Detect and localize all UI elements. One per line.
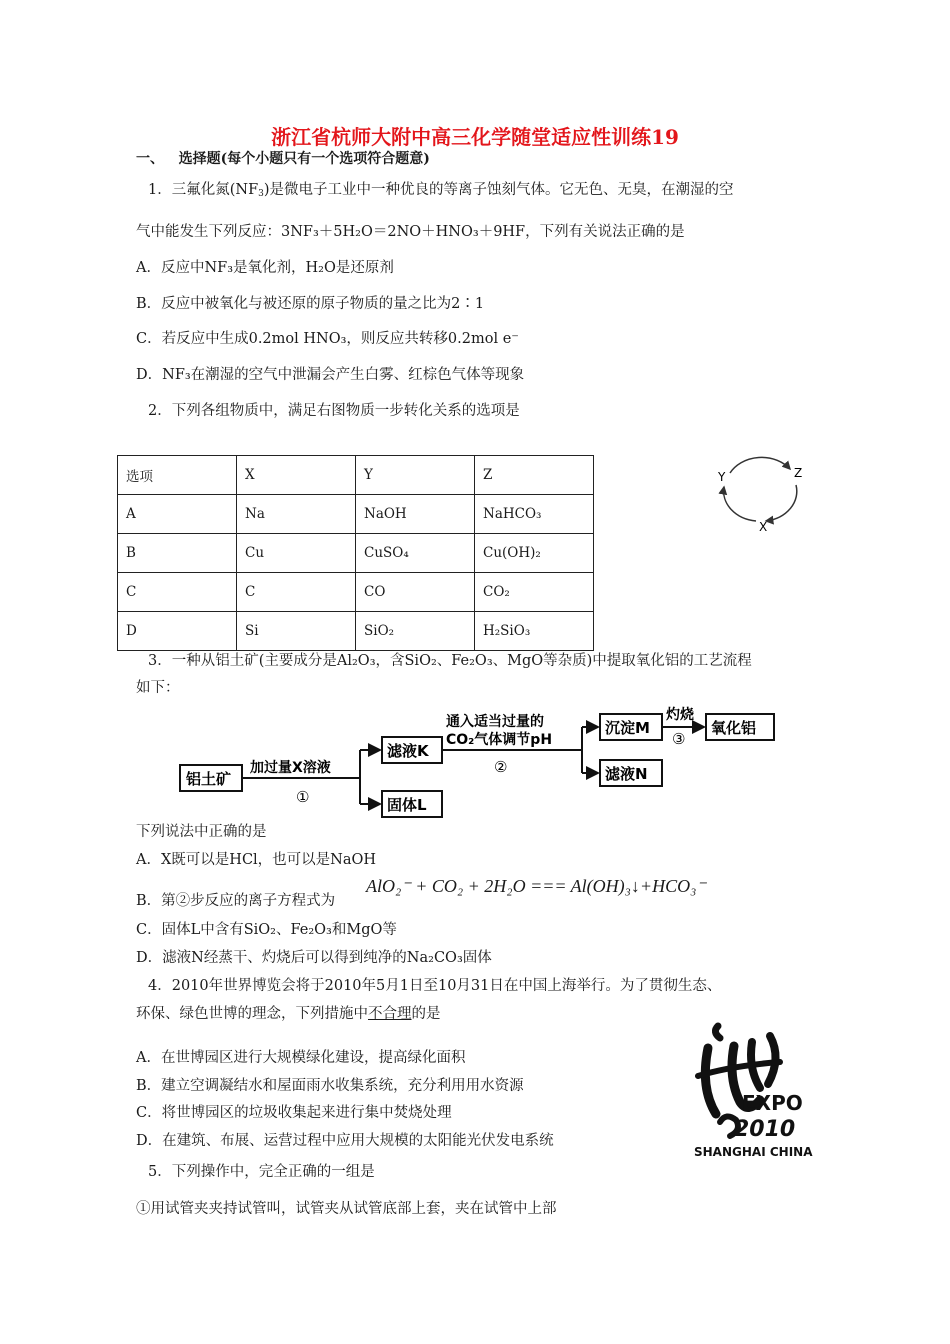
table-cell: Na — [237, 495, 356, 534]
process-flow-diagram — [170, 702, 790, 827]
arrow-y-to-z — [730, 457, 790, 473]
q4-option-a: A．在世博园区进行大规模绿化建设，提高绿化面积 — [136, 1050, 466, 1066]
q1-option-a: A．反应中NF₃是氧化剂，H₂O是还原剂 — [136, 260, 394, 276]
page-title: 浙江省杭师大附中高三化学随堂适应性训练19 — [271, 125, 679, 149]
q2-stem: 2．下列各组物质中，满足右图物质一步转化关系的选项是 — [148, 403, 520, 419]
q1-option-c: C．若反应中生成0.2mol HNO₃，则反应共转移0.2mol e⁻ — [136, 331, 519, 347]
q3-option-c: C．固体L中含有SiO₂、Fe₂O₃和MgO等 — [136, 922, 397, 938]
flow-start-label: 铝土矿 — [186, 770, 232, 788]
cycle-label-x: X — [759, 520, 768, 534]
header-cell: 选项 — [118, 456, 237, 495]
flow-filtrate-k-label: 滤液K — [387, 742, 429, 760]
header-cell: Z — [475, 456, 594, 495]
q1-stem-line2: 气中能发生下列反应：3NF₃＋5H₂O＝2NO＋HNO₃＋9HF，下列有关说法正确的是 — [136, 224, 685, 240]
header-cell: Y — [356, 456, 475, 495]
arrow-z-to-x — [766, 485, 797, 521]
logo-city-text: SHANGHAI CHINA — [694, 1145, 813, 1159]
flow-step3-label: 灼烧 — [666, 707, 694, 723]
q3-stem-line1: 3．一种从铝土矿(主要成分是Al₂O₃，含SiO₂、Fe₂O₃、MgO等杂质)中提取氧化铝的工艺流程 — [148, 653, 752, 669]
cycle-label-z: Z — [794, 466, 803, 480]
flow-step2-top-label: 通入适当过量的 — [446, 714, 544, 730]
table-cell: B — [118, 534, 237, 573]
header-cell: X — [237, 456, 356, 495]
flow-precipitate-m-label: 沉淀M — [605, 719, 650, 737]
q3-option-a: A．X既可以是HCl，也可以是NaOH — [136, 852, 377, 868]
table-cell: H₂SiO₃ — [475, 612, 594, 651]
arrow-x-to-y — [724, 487, 756, 521]
table-cell: Cu — [237, 534, 356, 573]
q5-item-1: ①用试管夹夹持试管叫，试管夹从试管底部上套，夹在试管中上部 — [136, 1201, 557, 1217]
table-cell: C — [118, 573, 237, 612]
q1-option-b: B．反应中被氧化与被还原的原子物质的量之比为2∶1 — [136, 296, 485, 312]
table-cell: CO — [356, 573, 475, 612]
flow-solid-l-label: 固体L — [387, 796, 427, 814]
table-row — [118, 534, 594, 573]
table-header-row — [118, 456, 594, 495]
logo-expo-text: EXPO — [742, 1091, 803, 1115]
section-number: 一、 — [136, 151, 164, 167]
table-row — [118, 495, 594, 534]
table-cell: CuSO₄ — [356, 534, 475, 573]
q2-options-table — [117, 455, 594, 651]
flow-product-label: 氧化铝 — [711, 719, 757, 737]
flow-step2-bottom-label: CO₂气体调节pH — [446, 732, 553, 748]
q3-stem-line2: 如下： — [136, 680, 180, 696]
q3-prompt: 下列说法中正确的是 — [136, 824, 267, 840]
section-heading — [136, 148, 430, 168]
table-cell: NaOH — [356, 495, 475, 534]
table-cell: Si — [237, 612, 356, 651]
q3-option-d: D．滤液N经蒸干、灼烧后可以得到纯净的Na₂CO₃固体 — [136, 950, 492, 966]
expo-2010-logo — [690, 1018, 840, 1160]
q4-stem-line1: 4．2010年世界博览会将于2010年5月1日至10月31日在中国上海举行。为了贯彻生态、 — [148, 978, 722, 994]
underlined-keyword: 不合理 — [368, 1006, 412, 1022]
flow-step1-label: 加过量X溶液 — [250, 760, 331, 776]
table-row — [118, 573, 594, 612]
table-cell: SiO₂ — [356, 612, 475, 651]
flow-step2-number: ② — [494, 758, 508, 776]
q3-equation: AlO₂⁻ + CO₂ + 2H₂O === Al(OH)₃↓+HCO₃⁻ — [366, 876, 706, 896]
table-cell: D — [118, 612, 237, 651]
table-row — [118, 612, 594, 651]
flow-step3-number: ③ — [672, 730, 686, 748]
flow-step1-number: ① — [296, 788, 310, 806]
logo-year-text: 2010 — [734, 1117, 796, 1142]
table-cell: NaHCO₃ — [475, 495, 594, 534]
q3-option-b: B．第②步反应的离子方程式为 — [136, 893, 336, 909]
table-cell: C — [237, 573, 356, 612]
cycle-diagram — [706, 443, 818, 535]
table-cell: CO₂ — [475, 573, 594, 612]
section-label: 选择题(每个小题只有一个选项符合题意) — [178, 151, 430, 167]
table-cell: Cu(OH)₂ — [475, 534, 594, 573]
q4-stem-line2: 环保、绿色世博的理念，下列措施中不合理的是 — [136, 1006, 441, 1022]
table-cell: A — [118, 495, 237, 534]
q1-stem-line1: 1．三氟化氮$(NF_3)$是微电子工业中一种优良的等离子蚀刻气体。它无色、无臭，在潮湿的空 — [148, 182, 734, 199]
cycle-label-y: Y — [718, 470, 726, 484]
q4-option-b: B．建立空调凝结水和屋面雨水收集系统，充分利用用水资源 — [136, 1078, 524, 1094]
q4-option-c: C．将世博园区的垃圾收集起来进行集中焚烧处理 — [136, 1105, 452, 1121]
q5-stem: 5．下列操作中，完全正确的一组是 — [148, 1164, 375, 1180]
q1-option-d: D．NF₃在潮湿的空气中泄漏会产生白雾、红棕色气体等现象 — [136, 367, 525, 383]
q4-option-d: D．在建筑、布展、运营过程中应用大规模的太阳能光伏发电系统 — [136, 1133, 554, 1149]
flow-filtrate-n-label: 滤液N — [605, 765, 648, 783]
